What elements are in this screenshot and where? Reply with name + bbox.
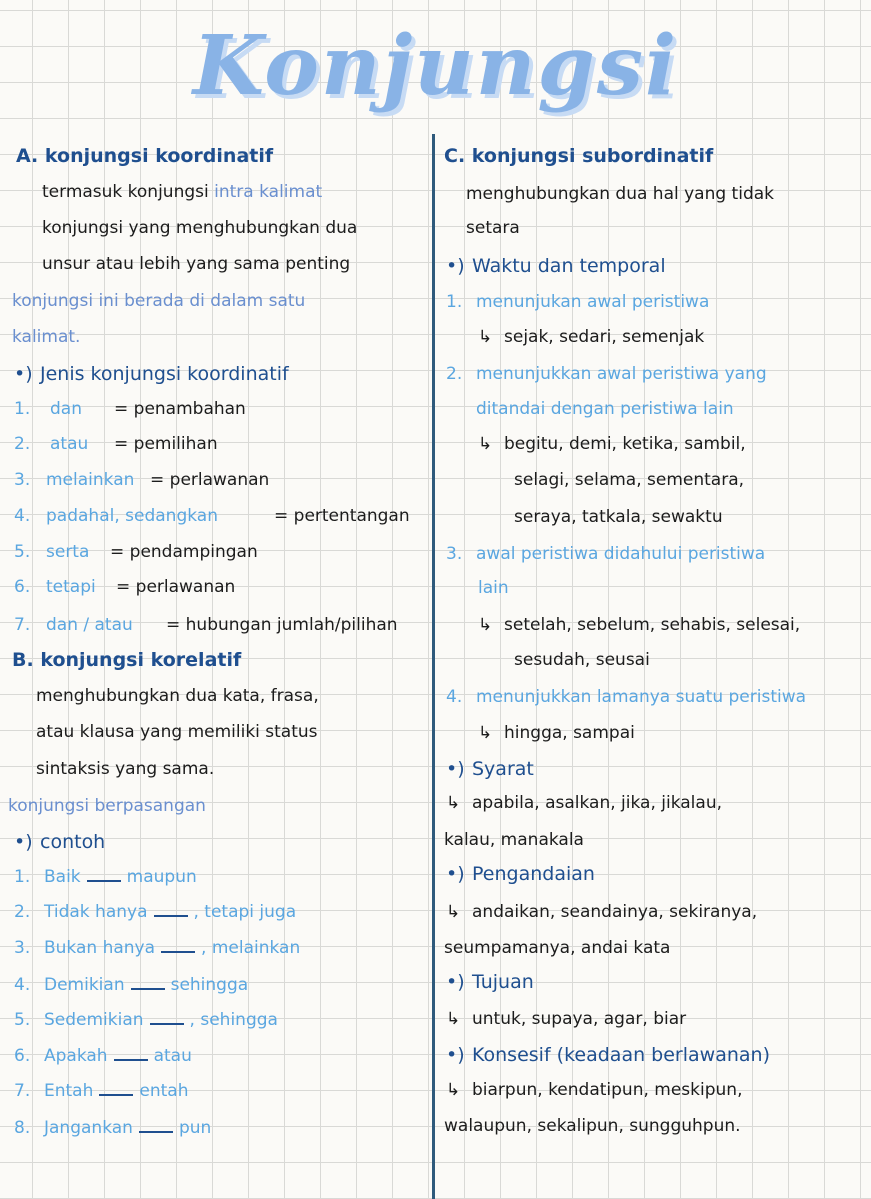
example-text: biarpun, kendatipun, meskipun, — [472, 1080, 743, 1100]
bullet-icon: •) — [446, 971, 465, 993]
item-meaning: = pemilihan — [114, 434, 218, 454]
item-text: menunjukkan lamanya suatu peristiwa — [476, 687, 807, 707]
bullet-icon: •) — [446, 1044, 465, 1066]
list-item — [14, 936, 300, 960]
example-line — [446, 900, 757, 924]
highlight-text: intra kalimat — [214, 182, 323, 202]
tujuan-heading: Tujuan — [472, 971, 534, 993]
example-text: apabila, asalkan, jika, jikalau, — [472, 793, 722, 813]
example-line-cont: sesudah, seusai — [514, 650, 650, 670]
item-number: 4. — [446, 687, 463, 707]
contoh-heading-line — [14, 830, 105, 854]
list-item — [14, 397, 246, 421]
example-line — [446, 1078, 742, 1102]
blank-line — [161, 937, 195, 953]
item-number: 2. — [14, 434, 31, 454]
example-text: untuk, supaya, agar, biar — [472, 1009, 687, 1029]
item-number: 7. — [14, 615, 31, 635]
item-first: Apakah — [44, 1046, 108, 1066]
item-term: atau — [50, 434, 89, 454]
arrow-icon: ↳ — [478, 615, 493, 635]
item-first: Demikian — [44, 975, 125, 995]
bullet-icon: •) — [446, 758, 465, 780]
item-first: Bukan hanya — [44, 938, 156, 958]
example-line — [478, 432, 746, 456]
item-number: 4. — [14, 506, 31, 526]
item-term: tetapi — [46, 577, 96, 597]
pengandaian-heading: Pengandaian — [472, 863, 595, 885]
item-number: 2. — [446, 364, 463, 384]
list-item — [14, 865, 197, 889]
subitem-cont: ditandai dengan peristiwa lain — [476, 399, 734, 419]
subitem-cont: lain — [478, 578, 509, 598]
item-number: 6. — [14, 577, 31, 597]
example-line — [446, 1007, 686, 1031]
example-line — [446, 791, 722, 815]
jenis-heading: Jenis konjungsi koordinatif — [40, 363, 289, 385]
example-line-cont: walaupun, sekalipun, sungguhpun. — [444, 1116, 741, 1136]
item-number: 6. — [14, 1046, 31, 1066]
section-b-desc-line: atau klausa yang memiliki status — [36, 722, 318, 742]
item-number: 3. — [446, 544, 463, 564]
konsesif-heading-line — [446, 1043, 770, 1067]
page-title: Konjungsi — [192, 18, 679, 114]
list-item — [14, 1116, 211, 1140]
contoh-heading: contoh — [40, 831, 106, 853]
item-second: pun — [178, 1118, 212, 1138]
arrow-icon: ↳ — [446, 902, 461, 922]
section-a-note: konjungsi ini berada di dalam satu — [12, 291, 306, 311]
list-item — [14, 900, 296, 924]
example-text: andaikan, seandainya, sekiranya, — [472, 902, 758, 922]
blank-line — [99, 1080, 133, 1096]
item-term: dan / atau — [46, 615, 133, 635]
section-b-desc-line: sintaksis yang sama. — [36, 759, 215, 779]
section-c-desc-line: menghubungkan dua hal yang tidak — [466, 184, 775, 204]
item-number: 5. — [14, 542, 31, 562]
list-item — [14, 1008, 278, 1032]
list-item — [14, 540, 258, 564]
item-number: 5. — [14, 1010, 31, 1030]
item-term: dan — [50, 399, 82, 419]
konsesif-heading: Konsesif (keadaan berlawanan) — [472, 1044, 770, 1066]
list-item — [14, 504, 410, 528]
item-number: 1. — [446, 292, 463, 312]
list-item — [14, 468, 269, 492]
example-line-cont: seraya, tatkala, sewaktu — [514, 507, 723, 527]
example-line — [478, 721, 635, 745]
item-meaning: = perlawanan — [150, 470, 270, 490]
item-second: maupun — [126, 867, 197, 887]
item-meaning: = hubungan jumlah/pilihan — [166, 615, 398, 635]
section-a-note: kalimat. — [12, 327, 81, 347]
section-c-desc-line: setara — [466, 218, 520, 238]
item-meaning: = pertentangan — [274, 506, 410, 526]
example-text: hingga, sampai — [504, 723, 635, 743]
example-line-cont: selagi, selama, sementara, — [514, 470, 745, 490]
subitem — [446, 685, 806, 709]
example-line — [478, 325, 704, 349]
arrow-icon: ↳ — [446, 793, 461, 813]
subitem — [446, 362, 767, 386]
item-second: sehingga — [170, 975, 249, 995]
item-second: , melainkan — [201, 938, 301, 958]
blank-line — [139, 1117, 173, 1133]
list-item — [14, 1079, 188, 1103]
example-text: begitu, demi, ketika, sambil, — [504, 434, 746, 454]
syarat-heading: Syarat — [472, 758, 534, 780]
subitem — [446, 290, 709, 314]
item-term: melainkan — [46, 470, 135, 490]
blank-line — [150, 1009, 184, 1025]
pengandaian-heading-line — [446, 862, 595, 886]
item-number: 4. — [14, 975, 31, 995]
item-first: Sedemikian — [44, 1010, 144, 1030]
item-first: Baik — [44, 867, 81, 887]
section-a-desc-line — [42, 180, 322, 204]
column-divider — [432, 134, 435, 1199]
arrow-icon: ↳ — [478, 723, 493, 743]
list-item — [14, 432, 218, 456]
example-text: setelah, sebelum, sehabis, selesai, — [504, 615, 801, 635]
tujuan-heading-line — [446, 970, 534, 994]
item-second: , tetapi juga — [193, 902, 297, 922]
bullet-icon: •) — [446, 255, 465, 277]
item-term: padahal, sedangkan — [46, 506, 218, 526]
item-second: entah — [139, 1081, 189, 1101]
item-text: menunjukkan awal peristiwa yang — [476, 364, 767, 384]
item-first: Tidak hanya — [44, 902, 148, 922]
example-line-cont: kalau, manakala — [444, 830, 584, 850]
item-text: menunjukan awal peristiwa — [476, 292, 710, 312]
item-number: 2. — [14, 902, 31, 922]
list-item — [14, 613, 398, 637]
list-item — [14, 973, 248, 997]
example-line-cont: seumpamanya, andai kata — [444, 938, 671, 958]
subitem — [446, 542, 765, 566]
item-second: , sehingga — [189, 1010, 278, 1030]
item-number: 7. — [14, 1081, 31, 1101]
section-a-desc-line: konjungsi yang menghubungkan dua — [42, 218, 358, 238]
example-line — [478, 613, 800, 637]
item-number: 3. — [14, 470, 31, 490]
waktu-heading-line — [446, 254, 666, 278]
item-number: 3. — [14, 938, 31, 958]
section-b-heading: B. konjungsi korelatif — [12, 649, 242, 671]
blank-line — [114, 1045, 148, 1061]
section-c-heading: C. konjungsi subordinatif — [444, 145, 714, 167]
desc-text: termasuk konjungsi — [42, 182, 209, 202]
item-number: 8. — [14, 1118, 31, 1138]
section-b-desc-line: menghubungkan dua kata, frasa, — [36, 686, 319, 706]
item-meaning: = perlawanan — [116, 577, 236, 597]
bullet-icon: •) — [14, 831, 33, 853]
arrow-icon: ↳ — [478, 327, 493, 347]
arrow-icon: ↳ — [446, 1080, 461, 1100]
waktu-heading: Waktu dan temporal — [472, 255, 666, 277]
item-meaning: = penambahan — [114, 399, 246, 419]
item-first: Jangankan — [44, 1118, 133, 1138]
section-b-note: konjungsi berpasangan — [8, 796, 206, 816]
section-a-desc-line: unsur atau lebih yang sama penting — [42, 254, 351, 274]
list-item — [14, 575, 235, 599]
section-a-heading: A. konjungsi koordinatif — [16, 145, 274, 167]
example-text: sejak, sedari, semenjak — [504, 327, 705, 347]
syarat-heading-line — [446, 757, 534, 781]
jenis-heading-line — [14, 362, 289, 386]
bullet-icon: •) — [446, 863, 465, 885]
blank-line — [87, 866, 121, 882]
item-number: 1. — [14, 867, 31, 887]
item-number: 1. — [14, 399, 31, 419]
arrow-icon: ↳ — [478, 434, 493, 454]
item-text: awal peristiwa didahului peristiwa — [476, 544, 766, 564]
item-second: atau — [153, 1046, 192, 1066]
arrow-icon: ↳ — [446, 1009, 461, 1029]
blank-line — [154, 901, 188, 917]
item-first: Entah — [44, 1081, 94, 1101]
item-term: serta — [46, 542, 90, 562]
item-meaning: = pendampingan — [110, 542, 258, 562]
blank-line — [131, 974, 165, 990]
bullet-icon: •) — [14, 363, 33, 385]
list-item — [14, 1044, 192, 1068]
